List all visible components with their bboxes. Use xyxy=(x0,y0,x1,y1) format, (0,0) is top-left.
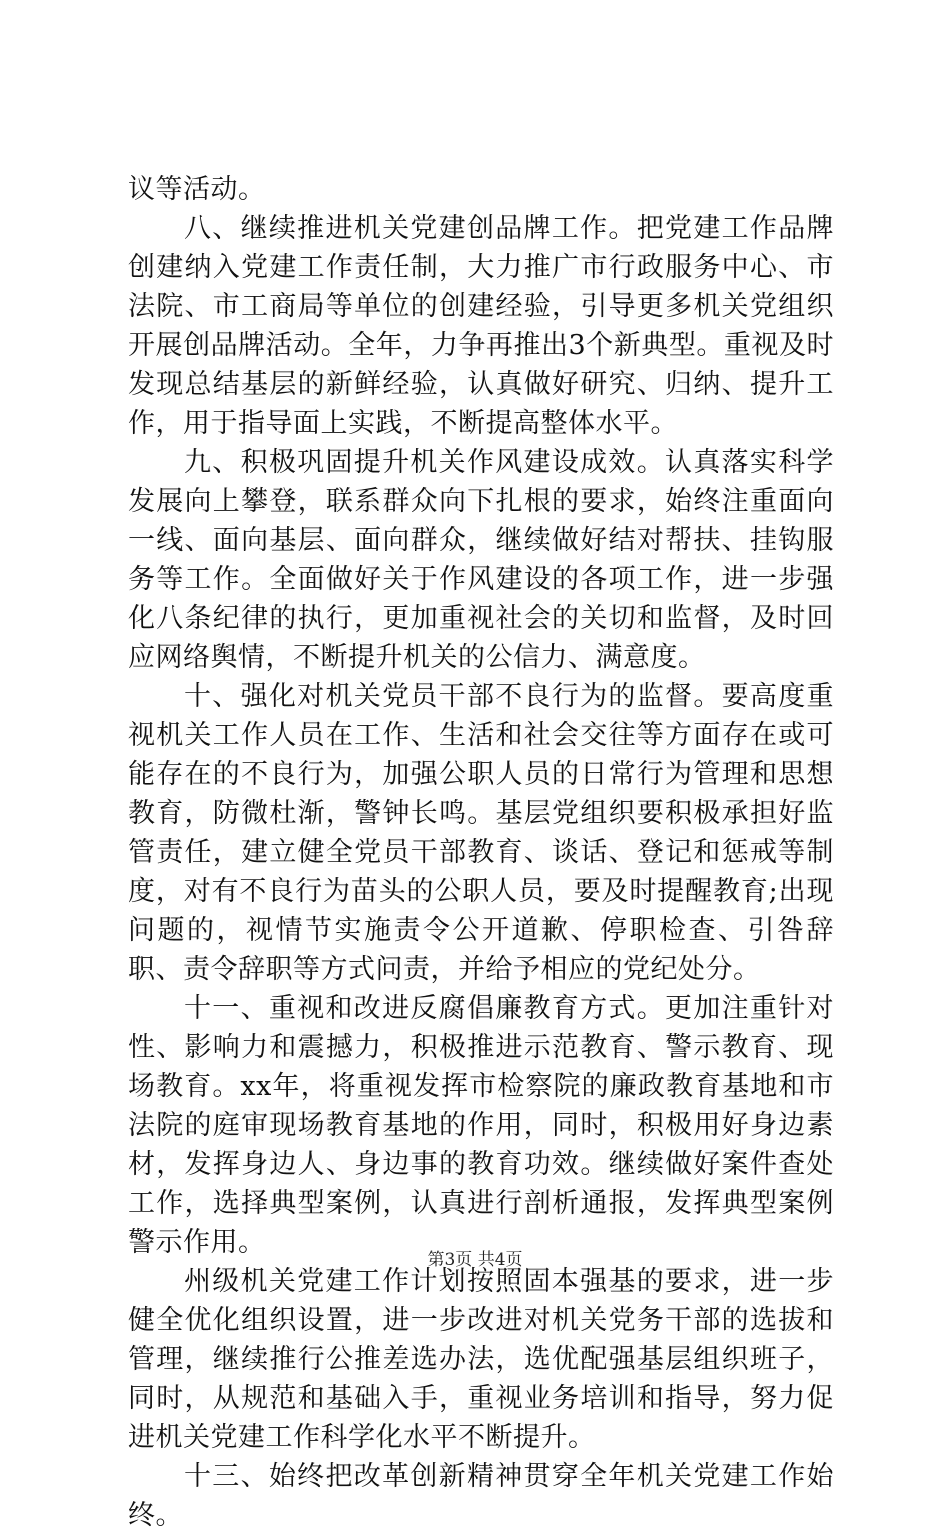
paragraph-item-11: 十一、重视和改进反腐倡廉教育方式。更加注重针对性、影响力和震撼力，积极推进示范教育、警示教育、现场教育。xx年，将重视发挥市检察院的廉政教育基地和市法院的庭审现场教育基地的作用，同时，积极用好身边素材，发挥身边人、身边事的教育功效。继续做好案件查处工作，选择典型案例，认真进行剖析通报，发挥典型案例警示作用。 xyxy=(128,993,834,1258)
paragraph-item-10: 十、强化对机关党员干部不良行为的监督。要高度重视机关工作人员在工作、生活和社会交往等方面存在或可能存在的不良行为，加强公职人员的日常行为管理和思想教育，防微杜渐，警钟长鸣。基层党组织要积极承担好监管责任，建立健全党员干部教育、谈话、登记和惩戒等制度，对有不良行为苗头的公职人员，要及时提醒教育;出现问题的，视情节实施责令公开道歉、停职检查、引咎辞职、责令辞职等方式问责，并给予相应的党纪处分。 xyxy=(128,681,834,985)
paragraph-summary: 州级机关党建工作计划按照固本强基的要求，进一步健全优化组织设置，进一步改进对机关党务干部的选拔和管理，继续推行公推差选办法，选优配强基层组织班子，同时，从规范和基础入手，重视业务培训和指导，努力促进机关党建工作科学化水平不断提升。 xyxy=(128,1266,834,1453)
paragraph-item-9: 九、积极巩固提升机关作风建设成效。认真落实科学发展向上攀登，联系群众向下扎根的要求，始终注重面向一线、面向基层、面向群众，继续做好结对帮扶、挂钩服务等工作。全面做好关于作风建设的各项工作，进一步强化八条纪律的执行，更加重视社会的关切和监督，及时回应网络舆情，不断提升机关的公信力、满意度。 xyxy=(128,447,834,673)
paragraph-item-13: 十三、始终把改革创新精神贯穿全年机关党建工作始终。 xyxy=(128,1461,834,1531)
page-number-footer: 第3页 共4页 xyxy=(427,1250,523,1270)
paragraph-continuation: 议等活动。 xyxy=(128,174,266,205)
document-body xyxy=(128,170,834,1535)
paragraph-item-8: 八、继续推进机关党建创品牌工作。把党建工作品牌创建纳入党建工作责任制，大力推广市行政服务中心、市法院、市工商局等单位的创建经验，引导更多机关党组织开展创品牌活动。全年，力争再推出3个新典型。重视及时发现总结基层的新鲜经验，认真做好研究、归纳、提升工作，用于指导面上实践，不断提高整体水平。 xyxy=(128,213,834,439)
